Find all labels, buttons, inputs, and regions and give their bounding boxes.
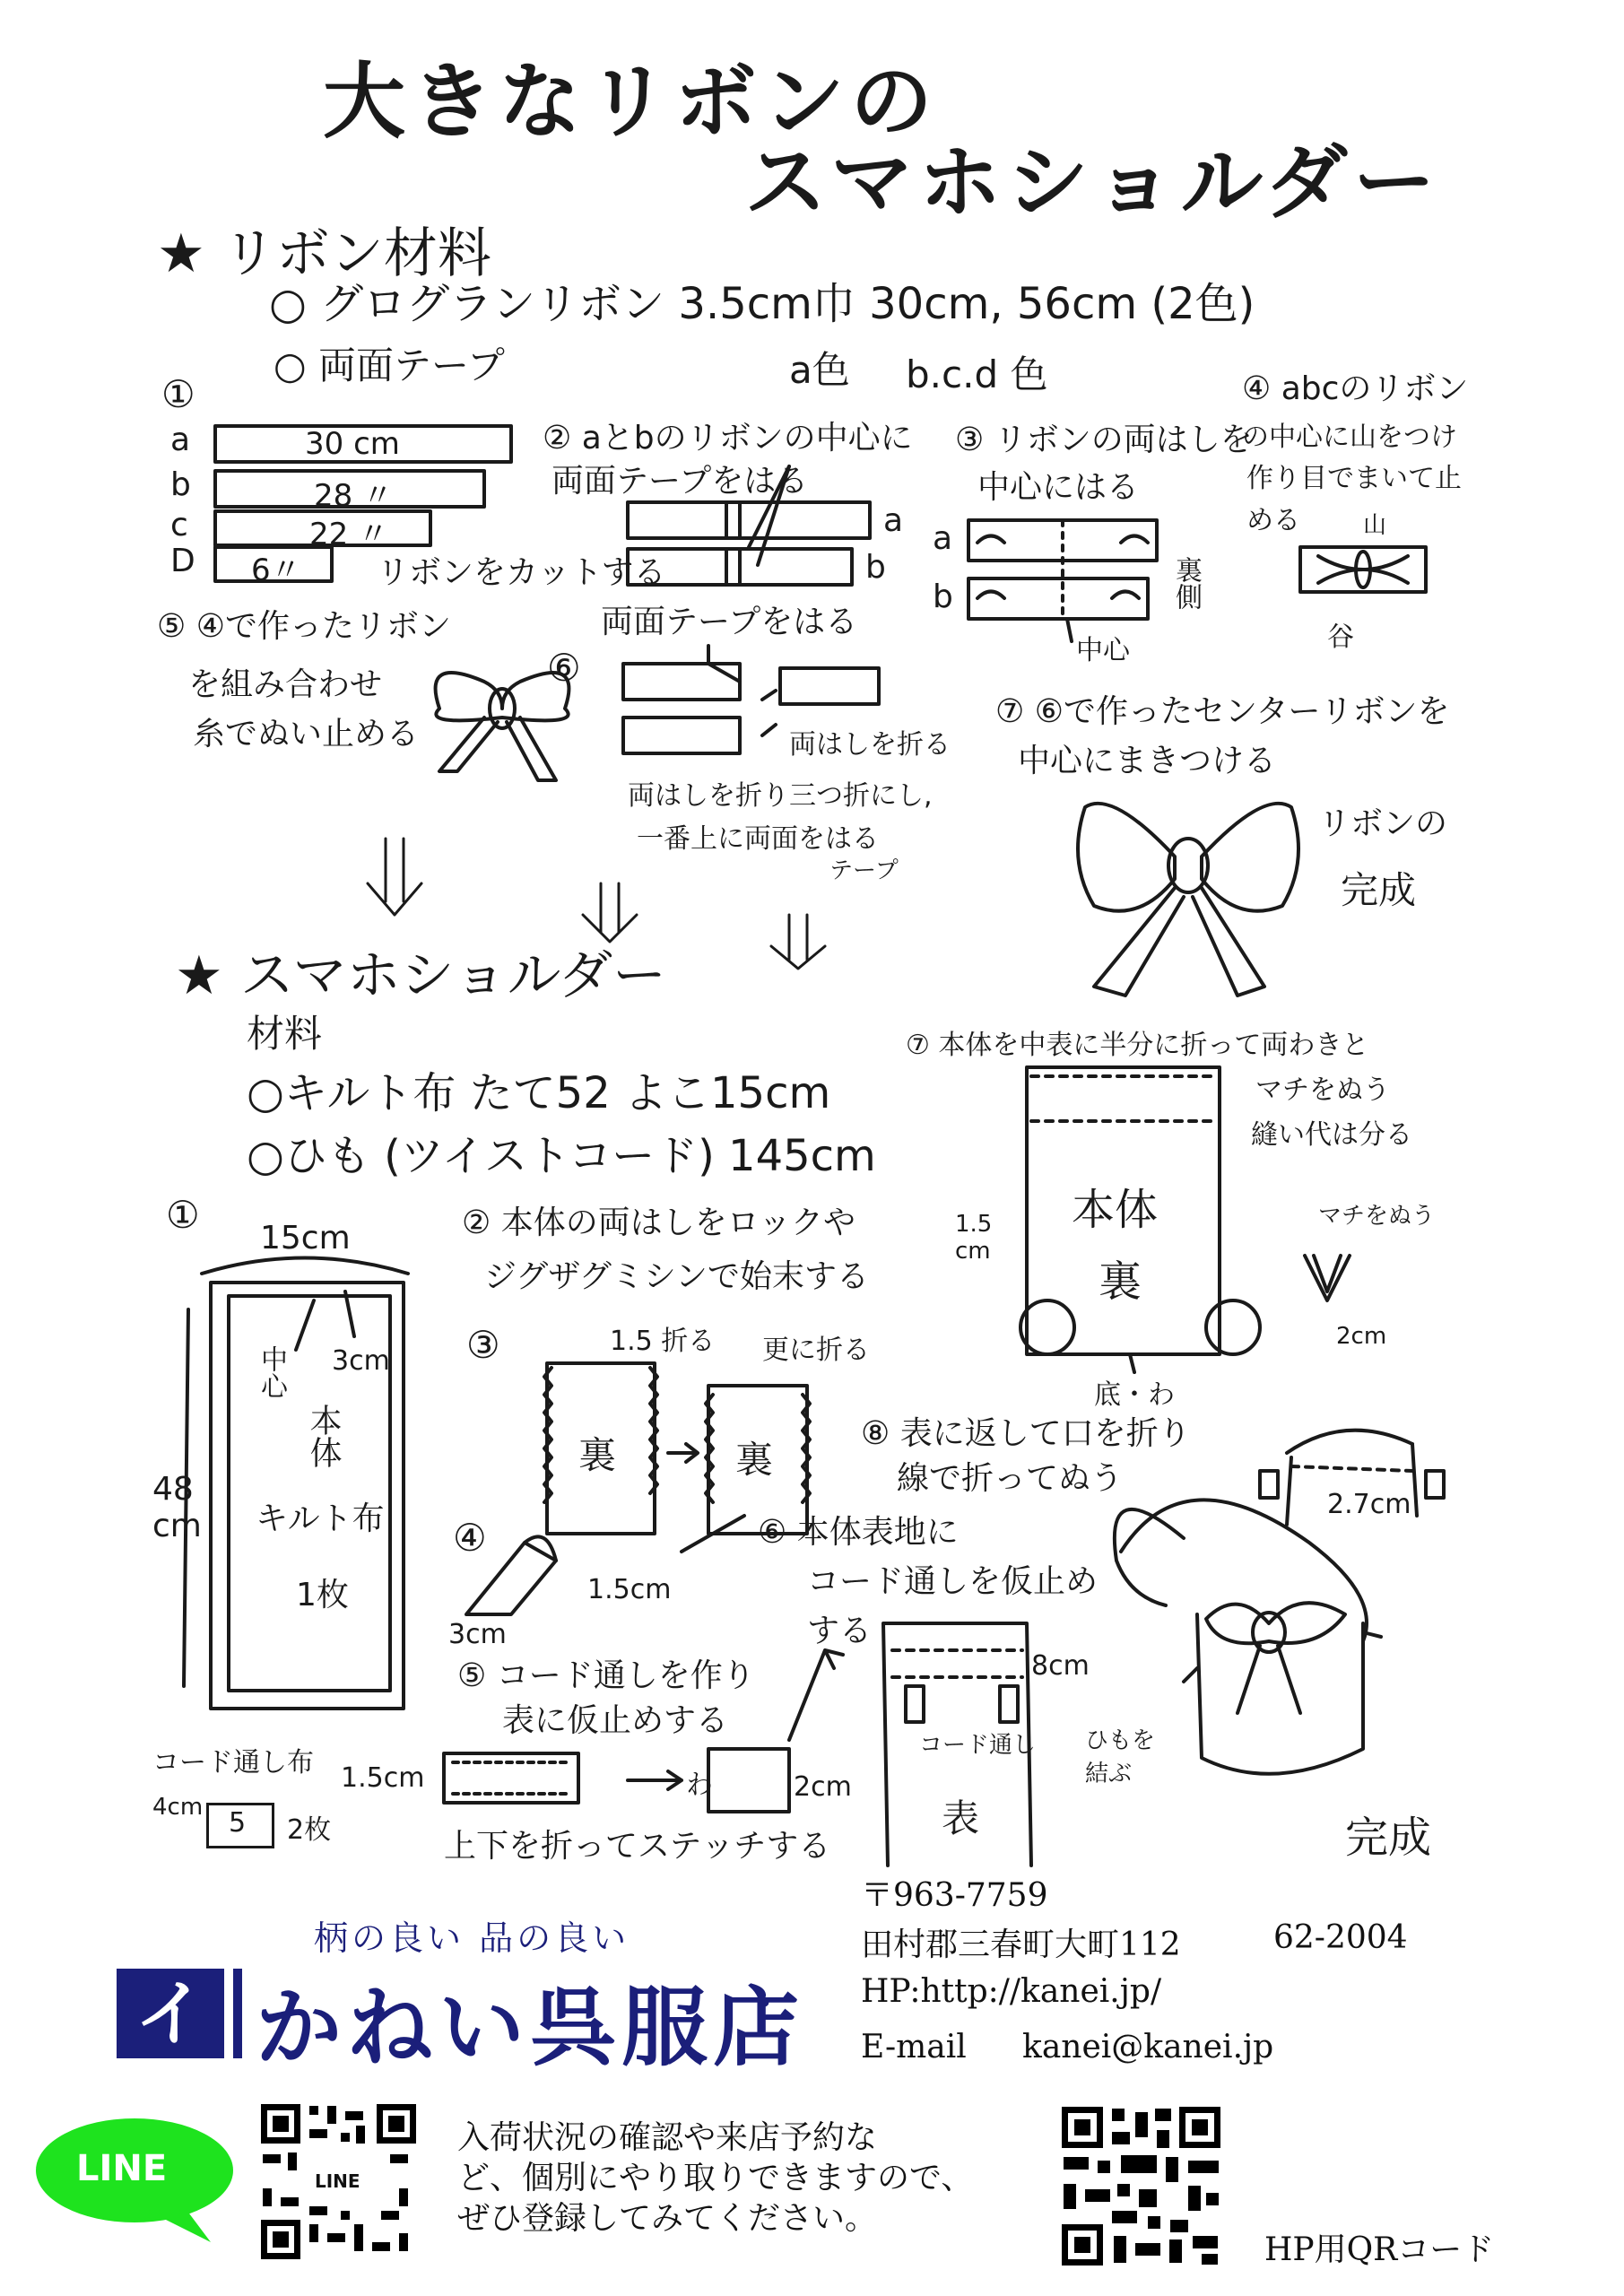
shoulder-step2-b: ジグザグミシンで始末する (484, 1258, 869, 1295)
step3-fold2: 更に折る (762, 1335, 870, 1366)
step2-text: ② aとbのリボンの中心に (543, 420, 913, 457)
line-qr-label: LINE (315, 2170, 360, 2192)
line-message-1: 入荷状況の確認や来店予約な (457, 2119, 878, 2156)
cord-cloth-label: コード通し布 (152, 1747, 314, 1779)
ribbon-note-bcd: b.c.d 色 (906, 352, 1048, 396)
three-cm-label: 3cm (332, 1345, 390, 1377)
bar-a-label: 30 cm (305, 426, 400, 462)
shoulder-step8-b: 線で折ってぬう (897, 1460, 1124, 1497)
cord-width: 4cm (152, 1794, 204, 1821)
shoulder-step6-c: する (807, 1613, 873, 1649)
step2-letter-b: b (865, 549, 886, 586)
shoulder-step6-b: コード通しを仮止め (807, 1563, 1099, 1600)
shoulder-step4: ④ (453, 1516, 487, 1560)
quilt-label: キルト布 (256, 1500, 385, 1537)
ribbon-heading: ★ リボン材料 (157, 222, 491, 285)
step3-fold: 1.5 折る (610, 1326, 716, 1357)
shop-logo (117, 1969, 224, 2058)
step2-text-b: 両面テープをはる (551, 463, 809, 500)
shop-tagline: 柄の良い 品の良い (314, 1918, 630, 1958)
shoulder-step2: ② 本体の両はしをロックや (462, 1205, 855, 1241)
shoulder-step7-c: 縫い代は分る (1251, 1119, 1412, 1151)
step5-stitch: 上下を折ってステッチする (444, 1828, 831, 1865)
bar-d-label: 6〃 (251, 552, 301, 588)
shoulder-step3: ③ (466, 1323, 500, 1367)
step6-fold: 両はしを折る (789, 729, 951, 761)
shop-logo-mark: イ (135, 1971, 206, 2056)
address: 田村郡三春町大町112 (861, 1926, 1181, 1963)
line-message-3: ぜひ登録してみてください。 (457, 2200, 878, 2237)
title-line2: スマホショルダー (744, 135, 1441, 230)
bag-complete: 完成 (1345, 1813, 1432, 1863)
tie-label: ひもを結ぶ (1085, 1727, 1156, 1787)
step7-ribbon-text-b: 中心にまきつける (1018, 743, 1277, 779)
step6-tape: 両面テープをはる (601, 604, 858, 640)
step3-back: 裏側 (1170, 556, 1202, 610)
phone: 62-2004 (1273, 1919, 1408, 1956)
bar-letter-d: D (170, 543, 195, 579)
step7-15: 1.5 cm (955, 1211, 993, 1265)
bar-c-label: 22 〃 (309, 517, 389, 552)
bar-letter-a: a (170, 422, 191, 458)
step4-15: 1.5cm (587, 1574, 672, 1605)
width-label: 15cm (260, 1220, 351, 1257)
step8-27: 2.7cm (1327, 1489, 1411, 1520)
shoulder-material-2: ○ひも (ツイストコード) 145cm (247, 1131, 876, 1181)
step4-text: ④ abcのリボン (1242, 370, 1469, 407)
line-message-2: ど、個別にやり取りできますので、 (457, 2160, 974, 2196)
shoulder-material-1: ○キルト布 たて52 よこ15cm (247, 1068, 831, 1118)
ribbon-material-2: ○ 両面テープ (274, 344, 505, 387)
shoulder-step7-b: マチをぬう (1255, 1074, 1390, 1106)
center-label: 中心 (256, 1345, 287, 1399)
step7-bottom: 底・わ (1094, 1379, 1175, 1411)
step5-wa: わ (686, 1770, 713, 1801)
email-label: E-mail (861, 2029, 967, 2066)
step6-cord: コード通し (919, 1732, 1037, 1759)
step5-2cm: 2cm (794, 1771, 852, 1803)
step5-sketch (444, 1749, 789, 1812)
step7-ura: 裏 (1099, 1257, 1142, 1307)
shop-name: かねい呉服店 (256, 1977, 804, 2078)
step7-machi: マチをぬう (1318, 1203, 1436, 1230)
step5-text: ⑤ ④で作ったリボン (157, 608, 451, 645)
step7-ribbon-text: ⑦ ⑥で作ったセンターリボンを (995, 693, 1450, 730)
hp-qr-label: HP用QRコード (1264, 2231, 1495, 2268)
shoulder-materials-label: 材料 (247, 1012, 323, 1056)
shoulder-heading: ★ スマホショルダー (175, 944, 667, 1007)
bar-letter-c: c (170, 507, 188, 544)
step4-text-b: の中心に山をつけ (1242, 422, 1457, 453)
line-badge-label: LINE (76, 2148, 168, 2189)
shoulder-step5: ⑤ コード通しを作り (457, 1657, 755, 1694)
shoulder-step5-b: 表に仮止めする (502, 1702, 729, 1739)
step4-3: 3cm (448, 1619, 507, 1650)
step5-text-c: 糸でぬい止める (193, 716, 420, 752)
step7-body: 本体 (1072, 1185, 1159, 1235)
cord-cloth-box (206, 1803, 274, 1848)
step1-number: ① (161, 372, 195, 416)
postal-code: 〒963-7759 (861, 1877, 1048, 1914)
ribbon-complete-2: 完成 (1341, 868, 1417, 912)
step4-valley: 谷 (1327, 622, 1354, 653)
line-qr-code[interactable] (256, 2099, 421, 2265)
line-badge[interactable] (31, 2117, 238, 2224)
step3-ura-1: 裏 (578, 1433, 617, 1477)
height-label: 48 cm (152, 1471, 202, 1544)
step1-note: リボンをカットする (377, 554, 666, 591)
step4-mountain: 山 (1363, 512, 1387, 539)
step7-bow (1078, 804, 1298, 996)
cord-height: 5 (229, 1807, 247, 1839)
body-pattern (184, 1258, 408, 1709)
shoulder-step1: ① (166, 1193, 200, 1237)
step2-letter-a: a (883, 502, 904, 539)
ribbon-complete-1: リボンの (1318, 805, 1448, 842)
qr-icon (1058, 2103, 1224, 2269)
cord-qty: 2枚 (287, 1814, 332, 1846)
step4-text-c: 作り目でまいて止 (1246, 463, 1462, 494)
step3-strips (968, 520, 1157, 641)
step7-2cm: 2cm (1336, 1323, 1387, 1350)
hp-qr-code[interactable] (1058, 2103, 1224, 2269)
step3-text-b: 中心にはる (977, 469, 1140, 506)
shop-logo-bar (233, 1969, 242, 2058)
bar-b-label: 28 〃 (314, 478, 394, 514)
shoulder-step6: ⑥ 本体表地に (758, 1514, 959, 1551)
homepage[interactable]: HP:http://kanei.jp/ (861, 1973, 1162, 2010)
step3-letter-b: b (933, 578, 953, 615)
step6-8cm: 8cm (1031, 1650, 1090, 1682)
shoulder-step8: ⑧ 表に返して口を折り (861, 1415, 1191, 1452)
step3-text: ③ リボンの両はしを (955, 422, 1253, 458)
title-line1: 大きなリボンの (323, 54, 939, 150)
step6-omote: 表 (942, 1796, 980, 1840)
bar-letter-b: b (170, 466, 191, 503)
body-label: 本体 (305, 1404, 342, 1468)
step3-center: 中心 (1076, 635, 1130, 666)
step6-number: ⑥ (547, 646, 581, 690)
step6-note-2: 一番上に両面をはる (637, 823, 879, 855)
step4-text-d: める (1246, 505, 1300, 536)
one-sheet-label: 1枚 (296, 1577, 349, 1613)
ribbon-note-a: a色 (789, 348, 850, 392)
email-address[interactable]: kanei@kanei.jp (1022, 2029, 1274, 2066)
seam-label: 1.5cm (341, 1762, 425, 1794)
step6-note-1: 両はしを折り三つ折にし, (628, 780, 933, 812)
step6-note-3: テープ (829, 857, 899, 884)
step3-ura-2: 裏 (735, 1438, 774, 1482)
step5-text-b: を組み合わせ (188, 666, 383, 703)
ribbon-material-1: ○ グログランリボン 3.5cm巾 30cm, 56cm (2色) (269, 279, 1255, 329)
step3-letter-a: a (933, 520, 953, 557)
step4-bow (1300, 547, 1426, 592)
shoulder-step7: ⑦ 本体を中表に半分に折って両わきと (906, 1030, 1369, 1061)
